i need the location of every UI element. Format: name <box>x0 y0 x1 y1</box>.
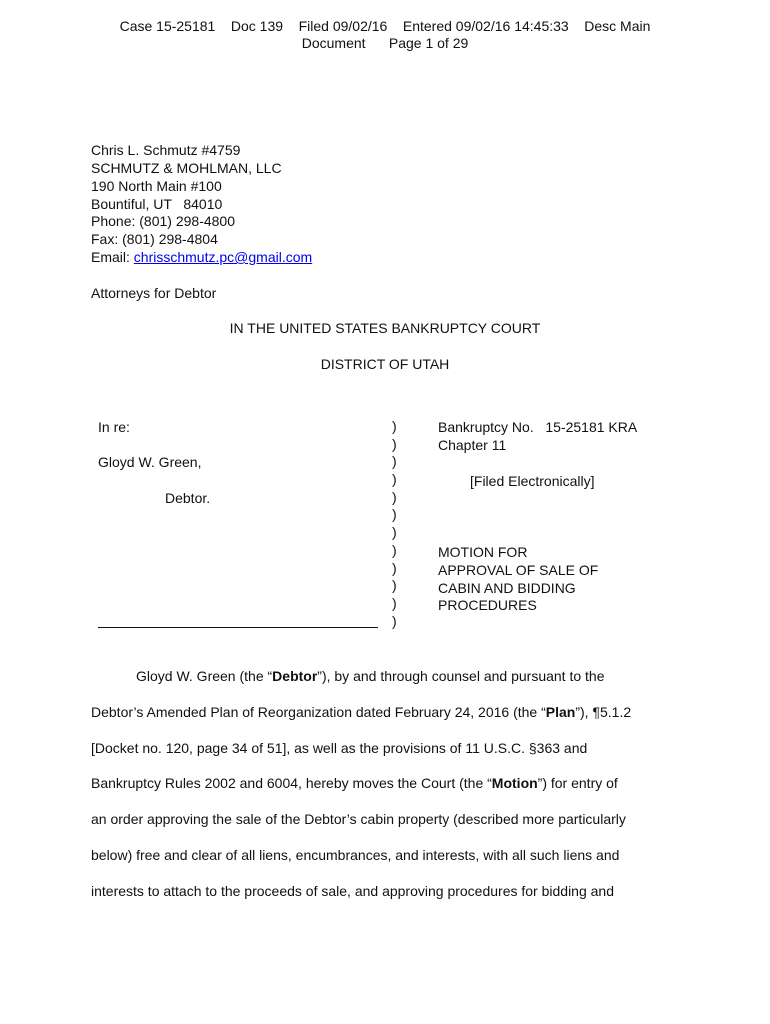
body-line-7: interests to attach to the proceeds of sale, and approving procedures for bidding and <box>91 883 615 899</box>
caption-underline <box>98 627 378 628</box>
email-link[interactable]: chrisschmutz.pc@gmail.com <box>133 249 313 265</box>
filing-header-line-2: Document Page 1 of 29 <box>301 35 469 51</box>
court-district: DISTRICT OF UTAH <box>320 356 450 372</box>
caption-paren-column: ) ) ) ) ) ) ) ) ) ) ) ) <box>392 418 397 629</box>
attorney-address-1: 190 North Main #100 <box>91 178 222 194</box>
body-line-5: an order approving the sale of the Debtor’s cabin property (described more particularly <box>91 811 626 827</box>
body-line-4: Bankruptcy Rules 2002 and 6004, hereby moves the Court (the “Motion”) for entry of <box>91 775 618 791</box>
attorney-role: Attorneys for Debtor <box>91 285 217 301</box>
body-line-2: Debtor’s Amended Plan of Reorganization dated February 24, 2016 (the “Plan”), ¶5.1.2 <box>91 704 632 720</box>
attorney-fax: Fax: (801) 298-4804 <box>91 231 218 247</box>
caption-in-re: In re: <box>98 419 130 435</box>
filing-header-line-1: Case 15-25181 Doc 139 Filed 09/02/16 Entered 09/02/16 14:45:33 Desc Main <box>119 18 651 34</box>
attorney-email-row <box>91 248 312 266</box>
email-label: Email: <box>91 249 134 265</box>
attorney-address-2: Bountiful, UT 84010 <box>91 196 223 212</box>
motion-title-line-4: PROCEDURES <box>438 597 537 613</box>
attorney-phone: Phone: (801) 298-4800 <box>91 213 235 229</box>
chapter: Chapter 11 <box>438 437 507 453</box>
motion-title-line-3: CABIN AND BIDDING <box>438 580 576 596</box>
motion-title-line-2: APPROVAL OF SALE OF <box>438 562 599 578</box>
attorney-firm: SCHMUTZ & MOHLMAN, LLC <box>91 160 282 176</box>
filed-electronically: [Filed Electronically] <box>470 473 595 489</box>
body-line-6: below) free and clear of all liens, encumbrances, and interests, with all such liens and <box>91 847 620 863</box>
court-name: IN THE UNITED STATES BANKRUPTCY COURT <box>229 320 541 336</box>
attorney-name: Chris L. Schmutz #4759 <box>91 142 241 158</box>
body-line-3: [Docket no. 120, page 34 of 51], as well as the provisions of 11 U.S.C. §363 and <box>91 740 588 756</box>
body-line-1: Gloyd W. Green (the “Debtor”), by and through counsel and pursuant to the <box>136 668 605 684</box>
caption-party-role: Debtor. <box>165 490 211 506</box>
motion-title-line-1: MOTION FOR <box>438 544 528 560</box>
case-number: Bankruptcy No. 15-25181 KRA <box>438 419 638 435</box>
caption-party: Gloyd W. Green, <box>98 454 202 470</box>
